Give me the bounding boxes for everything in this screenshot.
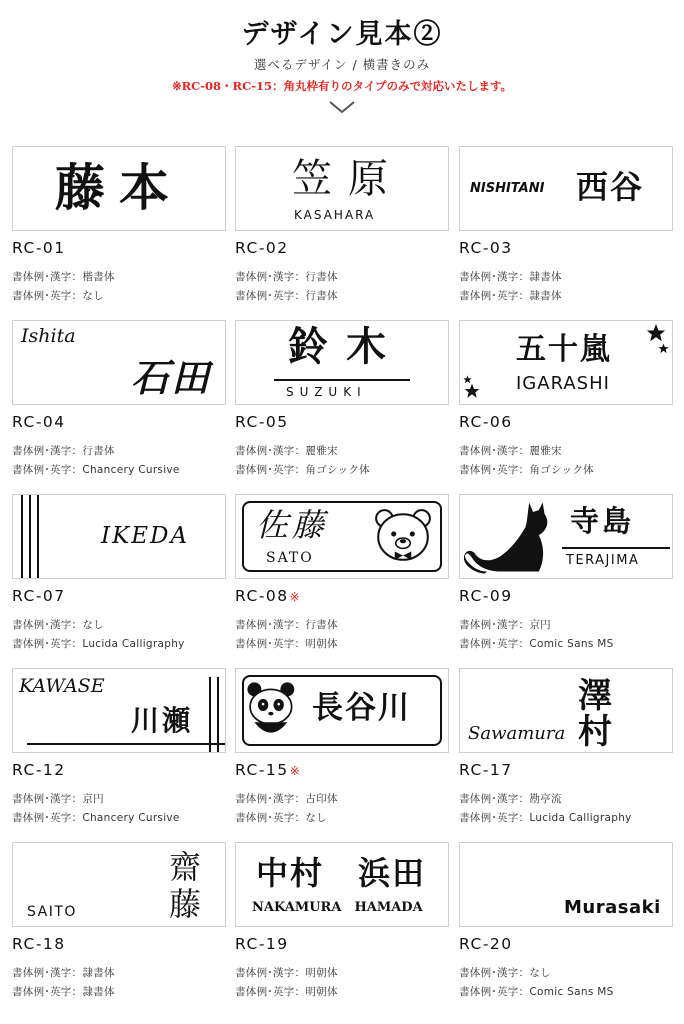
design-code: RC-06 [459, 413, 513, 431]
design-code: RC-18 [12, 935, 66, 953]
kanji-font-spec: 書体例･漢字：なし [459, 967, 551, 979]
sample-roman: KASAHARA [294, 208, 376, 222]
divider-line [274, 379, 410, 381]
sample-kanji: 寺島 [570, 504, 635, 538]
sample-roman: Murasaki [564, 897, 661, 918]
sample-plate [12, 320, 226, 405]
star-icon [646, 323, 666, 343]
sample-kanji: 川瀬 [131, 704, 194, 737]
panda-icon [244, 677, 296, 745]
kanji-font-spec: 書体例･漢字：麗雅宋 [235, 445, 338, 457]
sample-plate [235, 320, 449, 405]
english-font-spec: 書体例･英字：Comic Sans MS [459, 986, 614, 998]
english-font-spec: 書体例･英字：なし [12, 290, 104, 302]
sample-kanji: 齋藤 [169, 848, 202, 923]
sample-roman: IKEDA [101, 523, 190, 549]
design-code: RC-01 [12, 239, 66, 257]
sample-roman: SAITO [27, 904, 77, 920]
design-code: RC-19 [235, 935, 289, 953]
design-code: RC-15※ [235, 761, 302, 779]
sample-roman: Sawamura [468, 723, 566, 744]
kanji-font-spec: 書体例･漢字：京円 [459, 619, 551, 631]
sample-roman: Ishita [21, 325, 76, 347]
design-code: RC-20 [459, 935, 513, 953]
design-code: RC-07 [12, 587, 66, 605]
divider-line [562, 547, 670, 549]
design-code: RC-08※ [235, 587, 302, 605]
vertical-line [37, 495, 39, 579]
design-code: RC-17 [459, 761, 513, 779]
kanji-font-spec: 書体例･漢字：古印体 [235, 793, 338, 805]
sample-kanji: 石田 [131, 355, 212, 400]
sample-kanji: 五十嵐 [516, 332, 612, 367]
vertical-line [29, 495, 31, 579]
english-font-spec: 書体例･英字：Lucida Calligraphy [459, 812, 632, 824]
star-icon [464, 383, 480, 399]
english-font-spec: 書体例･英字：角ゴシック体 [459, 464, 594, 476]
kanji-font-spec: 書体例･漢字：勘亭流 [459, 793, 562, 805]
design-code: RC-03 [459, 239, 513, 257]
sample-plate [459, 842, 673, 927]
cat-icon [462, 497, 558, 577]
kanji-font-spec: 書体例･漢字：隷書体 [459, 271, 562, 283]
sample-kanji: 藤本 [55, 158, 183, 217]
sample-kanji: 長谷川 [312, 690, 411, 726]
vertical-line [217, 677, 219, 753]
sample-roman: KAWASE [19, 675, 105, 697]
sample-plate [459, 668, 673, 753]
sample-kanji: 西谷 [576, 168, 645, 206]
sample-plate [12, 494, 226, 579]
sample-plate [12, 842, 226, 927]
english-font-spec: 書体例･英字：Lucida Calligraphy [12, 638, 185, 650]
english-font-spec: 書体例･英字：明朝体 [235, 638, 338, 650]
sample-kanji: 澤村 [578, 676, 638, 752]
frame-required-mark: ※ [289, 590, 302, 604]
sample-kanji: 鈴木 [288, 323, 404, 370]
english-font-spec: 書体例･英字：角ゴシック体 [235, 464, 370, 476]
sample-kanji: 笠原 [292, 156, 404, 202]
frame-required-mark: ※ [289, 764, 302, 778]
design-code: RC-12 [12, 761, 66, 779]
sample-plate [235, 668, 449, 753]
english-font-spec: 書体例･英字：Chancery Cursive [12, 464, 180, 476]
design-code: RC-09 [459, 587, 513, 605]
english-font-spec: 書体例･英字：Comic Sans MS [459, 638, 614, 650]
english-font-spec: 書体例･英字：Chancery Cursive [12, 812, 180, 824]
star-icon [463, 375, 472, 384]
sample-roman: IGARASHI [516, 373, 610, 394]
sample-roman: NISHITANI [470, 181, 545, 196]
english-font-spec: 書体例･英字：なし [235, 812, 327, 824]
sample-plate [12, 146, 226, 231]
vertical-line [209, 677, 211, 753]
english-font-spec: 書体例･英字：隷書体 [12, 986, 115, 998]
sample-kanji: 佐藤 [256, 506, 329, 544]
sample-plate [12, 668, 226, 753]
sample-plate [235, 146, 449, 231]
bear-icon [372, 506, 434, 568]
kanji-font-spec: 書体例･漢字：隷書体 [12, 967, 115, 979]
page-title: デザイン見本② [241, 19, 443, 50]
chevron-down-icon [327, 98, 357, 116]
star-icon [658, 343, 669, 354]
sample-roman: NAKAMURA HAMADA [252, 900, 423, 915]
design-code: RC-05 [235, 413, 289, 431]
kanji-font-spec: 書体例･漢字：行書体 [12, 445, 115, 457]
design-code: RC-04 [12, 413, 66, 431]
vertical-line [21, 495, 23, 579]
english-font-spec: 書体例･英字：行書体 [235, 290, 338, 302]
sample-plate [459, 146, 673, 231]
kanji-font-spec: 書体例･漢字：楷書体 [12, 271, 115, 283]
kanji-font-spec: 書体例･漢字：麗雅宋 [459, 445, 562, 457]
sample-plate [459, 494, 673, 579]
sample-plate [459, 320, 673, 405]
horizontal-line [27, 743, 226, 745]
kanji-font-spec: 書体例･漢字：なし [12, 619, 104, 631]
kanji-font-spec: 書体例･漢字：行書体 [235, 271, 338, 283]
sample-plate [235, 842, 449, 927]
kanji-font-spec: 書体例･漢字：明朝体 [235, 967, 338, 979]
kanji-font-spec: 書体例･漢字：行書体 [235, 619, 338, 631]
page-subtitle: 選べるデザイン / 横書きのみ [253, 57, 431, 72]
frame-note: ※RC-08・RC-15：角丸枠有りのタイプのみで対応いたします。 [171, 79, 513, 93]
sample-roman: SATO [266, 550, 314, 566]
sample-roman: TERAJIMA [566, 553, 640, 568]
kanji-font-spec: 書体例･漢字：京円 [12, 793, 104, 805]
sample-roman: SUZUKI [286, 385, 367, 399]
sample-plate [235, 494, 449, 579]
english-font-spec: 書体例･英字：明朝体 [235, 986, 338, 998]
english-font-spec: 書体例･英字：隷書体 [459, 290, 562, 302]
design-code: RC-02 [235, 239, 289, 257]
sample-kanji: 中村 浜田 [256, 854, 427, 892]
